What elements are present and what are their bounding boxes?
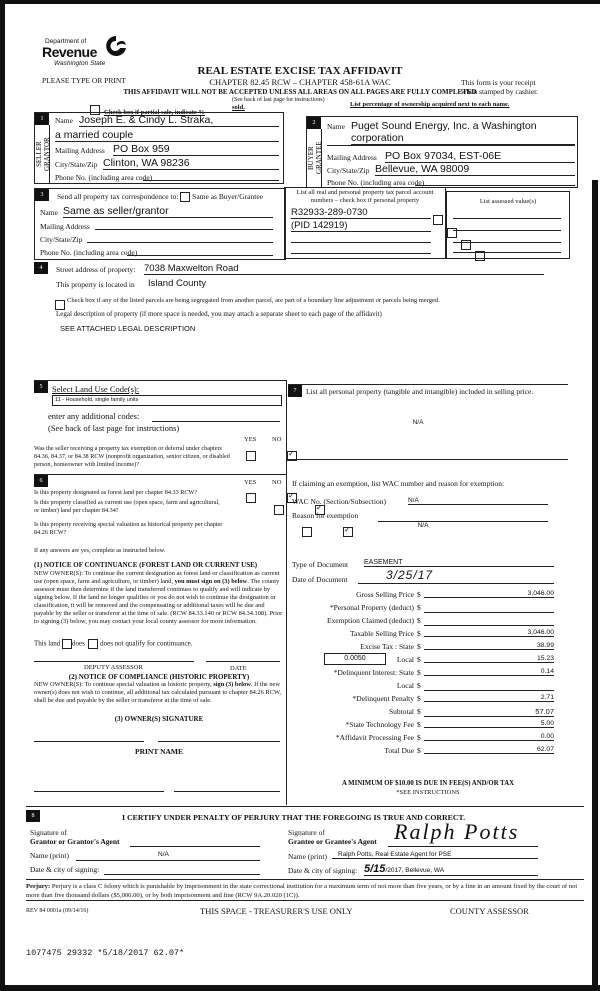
notice-compliance-body: NEW OWNER(S): To continue special valuation as historic property, sign (3) below. If the new owner(s) does not wish to continue, all additional tax calculated pursuant to chapter 84.26 RCW, shall be due and payable by the seller or transferor at the time of sale.	[34, 681, 281, 704]
county-assessor-label: COUNTY ASSESSOR	[450, 906, 529, 916]
print-name-field-1[interactable]	[34, 791, 164, 792]
fee-row-technology-fee: *State Technology Fee $ 5.00	[345, 720, 554, 729]
document-type-field[interactable]: EASEMENT	[364, 559, 554, 567]
deputy-assessor-label: DEPUTY ASSESSOR	[84, 664, 143, 671]
grantor-signature-of: Signature of	[30, 828, 67, 837]
notice-compliance-title: (2) NOTICE OF COMPLIANCE (HISTORIC PROPERTY)	[68, 673, 250, 681]
grantee-signature-of: Signature of	[288, 828, 325, 837]
print-name-label: PRINT NAME	[135, 747, 183, 756]
exemption-label: If claiming an exemption, list WAC number and reason for exemption:	[292, 479, 505, 488]
fee-row-exemption: Exemption Claimed (deduct) $	[288, 616, 568, 628]
section-8-signatures	[26, 806, 584, 880]
fee-row-total-due: Total Due $ 62.07	[384, 746, 554, 755]
deputy-date-label: DATE	[230, 665, 247, 672]
document-date-value: 3/25/17	[386, 568, 434, 582]
reason-field[interactable]	[378, 511, 548, 522]
seller-phone-label: Phone No. (including area code)	[55, 173, 153, 182]
legal-description-label: Legal description of property (if more space is needed, you may attach a separate sheet to each page of the affidavit)	[56, 310, 382, 318]
form-title: REAL ESTATE EXCISE TAX AFFIDAVIT	[197, 65, 403, 77]
additional-codes-label: enter any additional codes:	[48, 411, 140, 421]
assessed-header: List assessed value(s)	[479, 198, 537, 205]
receipt-note-1: This form is your receipt	[461, 78, 536, 87]
reason-value: N/A	[417, 522, 429, 529]
corr-mailing-field[interactable]	[95, 220, 273, 230]
grantee-label: GRANTEE	[315, 141, 323, 175]
minimum-due-note: A MINIMUM OF $10.00 IS DUE IN FEE(S) AND/OR TAX	[341, 780, 515, 787]
fee-row-delinquent-interest-local: Local $	[288, 681, 568, 693]
seller-name-field[interactable]: Joseph E. & Cindy L. Straka,	[79, 114, 279, 127]
parcel-number-2[interactable]: (PID 142919)	[291, 220, 431, 232]
delinquent-interest-state-field[interactable]: 0.14	[424, 668, 554, 676]
buyer-city-field[interactable]: Bellevue, WA 98009	[375, 163, 575, 176]
grantor-agent-label: Grantor or Grantor's Agent	[30, 837, 120, 846]
forest-land-question: Is this property designated as forest land per chapter 84.33 RCW?	[34, 489, 198, 496]
buyer-name-line2-field[interactable]	[327, 145, 575, 146]
scan-edge-top	[0, 0, 600, 4]
wave-logo-icon	[104, 34, 128, 58]
logo-state-text: Washington State	[54, 60, 106, 67]
if-yes-instruction: If any answers are yes, complete as instructed below.	[34, 547, 166, 554]
scan-edge-left	[0, 0, 5, 991]
section-3-correspondence	[34, 188, 286, 260]
corr-city-field[interactable]	[87, 233, 273, 243]
grantor-name-print-label: Name (print)	[30, 851, 69, 860]
exemption-claimed-field[interactable]	[424, 616, 554, 626]
section-4-number: 4	[34, 262, 48, 274]
grantee-name-field[interactable]: Ralph Potts, Real Estate Agent for PSE	[332, 851, 538, 859]
seller-side-label	[35, 125, 50, 183]
cashier-stamp: 1077475 29332 *5/18/2017 62.07*	[26, 948, 185, 958]
parcel-number-4[interactable]	[291, 244, 431, 254]
current-use-yes-checkbox[interactable]	[274, 505, 284, 515]
section-2-buyer	[306, 116, 578, 188]
personal-property-label: List all personal property (tangible and intangible) included in selling price.	[306, 387, 534, 396]
continuance-row: This land does does not qualify for continuance.	[34, 639, 193, 648]
parcel-number-3[interactable]	[291, 233, 431, 243]
receipt-note-2: when stamped by cashier.	[461, 87, 539, 96]
grantor-name-field[interactable]: N/A	[76, 851, 260, 861]
technology-fee-field[interactable]: 5.00	[424, 720, 554, 728]
wac-field[interactable]: N/A	[408, 497, 548, 505]
form-chapter: CHAPTER 82.45 RCW – CHAPTER 458-61A WAC	[209, 77, 391, 87]
parcel-list	[284, 187, 446, 259]
additional-codes-field[interactable]	[152, 411, 280, 422]
buyer-label: BUYER	[307, 146, 315, 170]
reason-label: Reason for exemption	[292, 511, 359, 520]
no-header: NO	[272, 436, 282, 443]
corr-phone-label: Phone No. (including area code)	[40, 248, 138, 257]
wac-label: WAC No. (Section/Subsection)	[292, 497, 386, 506]
print-name-field-2[interactable]	[174, 791, 280, 792]
section-1-number: 1	[35, 113, 49, 125]
exemption-yes-checkbox[interactable]	[246, 451, 256, 461]
fee-row-excise-local: 0.0050 Local $ 15.23	[288, 655, 568, 667]
buyer-city-label: City/State/Zip	[327, 166, 370, 175]
treasurer-use-label: THIS SPACE - TREASURER'S USE ONLY	[200, 906, 353, 916]
excise-tax-local-field[interactable]: 15.23	[424, 655, 554, 663]
excise-tax-state-field[interactable]: 38.99	[424, 642, 554, 650]
section-5-number: 5	[34, 381, 48, 393]
seller-mailing-label: Mailing Address	[55, 146, 105, 155]
yes-header: YES	[244, 436, 257, 443]
segregated-parcels-checkbox[interactable]	[55, 300, 65, 310]
local-rate-field[interactable]: 0.0050	[324, 653, 386, 665]
assessed-value-1[interactable]	[453, 218, 561, 219]
fee-row-processing-fee: *Affidavit Processing Fee $ 0.00	[335, 733, 554, 742]
form-revision: REV 84 0001a (09/14/16)	[26, 908, 89, 914]
owner-signature-label: (3) OWNER(S) SIGNATURE	[114, 715, 204, 723]
forest-yes-checkbox[interactable]	[246, 493, 256, 503]
parcel-number-1[interactable]: R32933-289-0730	[291, 207, 431, 219]
grantor-label: GRANTOR	[43, 137, 51, 171]
corr-name-label: Name	[40, 208, 58, 217]
gross-selling-price-field[interactable]: 3,046.00	[424, 590, 554, 598]
delinquent-penalty-field[interactable]: 2.71	[424, 694, 554, 702]
legal-description-field[interactable]: SEE ATTACHED LEGAL DESCRIPTION	[60, 324, 196, 333]
located-in-label: This property is located in	[56, 280, 135, 289]
grantee-date-city-field[interactable]: 5/15/2017, Bellevue, WA	[364, 863, 538, 876]
section-5-land-use	[34, 380, 287, 475]
grantee-agent-label: Grantee or Grantee's Agent	[288, 837, 377, 846]
exemption-question: Was the seller receiving a property tax exemption or deferral under chapters 84.36, 84.37, or 84.38 RCW (nonprofit organization, senior citizen, or disabled person, homeowner with limited income)?	[34, 445, 230, 468]
fee-row-gross: Gross Selling Price $ 3,046.00	[356, 590, 554, 599]
grantor-signature-field[interactable]	[130, 837, 260, 847]
buyer-side-label	[307, 129, 322, 187]
buyer-mailing-field[interactable]: PO Box 97034, EST-06E	[385, 150, 575, 163]
section-7-personal-property	[288, 384, 568, 805]
section-7-number: 7	[288, 385, 302, 397]
grantee-signature-field[interactable]	[388, 819, 538, 847]
section-3-number: 3	[35, 189, 49, 201]
personal-property-field[interactable]: N/A	[412, 419, 424, 426]
dor-logo	[40, 38, 130, 72]
section-1-seller	[34, 112, 284, 184]
document-type-label: Type of Document	[292, 560, 349, 569]
seller-city-label: City/State/Zip	[55, 160, 98, 169]
section-7-divider	[288, 459, 568, 460]
corr-city-label: City/State/Zip	[40, 235, 83, 244]
seller-mailing-field[interactable]: PO Box 959	[113, 143, 279, 156]
street-address-label: Street address of property:	[56, 265, 136, 274]
buyer-name-field[interactable]: Puget Sound Energy, Inc. a Washington corporation	[351, 120, 575, 145]
buyer-mailing-label: Mailing Address	[327, 153, 377, 162]
seller-name-line2-field[interactable]: a married couple	[55, 129, 279, 142]
logo-name-text: Revenue	[42, 44, 97, 60]
fee-row-taxable: Taxable Selling Price $ 3,046.00	[349, 629, 554, 638]
owner-signature-field-2[interactable]	[158, 741, 280, 742]
grantee-date-city-label: Date & city of signing:	[288, 866, 358, 875]
buyer-phone-label: Phone No. (including area code)	[327, 178, 425, 187]
total-due-field[interactable]: 62.07	[424, 746, 554, 754]
owner-signature-field-1[interactable]	[34, 741, 144, 742]
send-correspondence-label: Send all property tax correspondence to:	[57, 192, 179, 201]
does-qualify-checkbox[interactable]	[62, 639, 72, 649]
land-use-select[interactable]: 11 - Household, single family units	[52, 395, 282, 406]
partial-sale-label: Check box if partial sale, indicate %	[104, 109, 205, 116]
please-type-text: PLEASE TYPE OR PRINT	[42, 76, 126, 85]
document-date-label: Date of Document	[292, 575, 348, 584]
scan-edge-bottom	[0, 985, 600, 991]
processing-fee-field[interactable]: 0.00	[424, 733, 554, 741]
fee-row-subtotal: Subtotal $ 57.07	[388, 707, 554, 716]
notice-continuance-body: NEW OWNER(S): To continue the current designation as forest land or classification as current use (open space, farm and agriculture, or timber) land, you must sign on (3) below. The county assessor must then determine if the land transferred continues to qualify and will indicate by signing below. If the land no longer qualifies or you do not wish to continue the designation or classification, it will be removed and the compensating or additional taxes will be due and payable by the seller or transferor at the time of sale. (RCW 84.33.140 or RCW 84.34.108). Prior to signing (3) below, you may contact your local county assessor for more information.	[34, 570, 283, 625]
corr-phone-field[interactable]	[127, 246, 273, 256]
fee-row-delinquent-interest-state: *Delinquent Interest: State $ 0.14	[333, 668, 554, 677]
seller-phone-field[interactable]	[143, 171, 279, 181]
historic-question: Is this property receiving special valuation as historical property per chapter 84.26 RCW?	[34, 521, 223, 536]
does-not-qualify-checkbox[interactable]	[88, 639, 98, 649]
assessed-value-2[interactable]	[453, 230, 561, 231]
grantor-date-city-field[interactable]	[104, 865, 260, 875]
yes-header-6: YES	[244, 479, 257, 486]
deputy-assessor-signature[interactable]	[34, 661, 194, 662]
notice-continuance-title: (1) NOTICE OF CONTINUANCE (FOREST LAND OR CURRENT USE)	[34, 561, 258, 569]
corr-name-field[interactable]: Same as seller/grantor	[63, 205, 273, 218]
see-back-instructions: (See back of last page for instructions)	[48, 423, 180, 433]
section-8-number: 8	[26, 810, 40, 822]
subtotal-field[interactable]: 57.07	[424, 707, 554, 717]
fee-row-personal-property: *Personal Property (deduct) $	[288, 603, 568, 615]
ownership-note: List percentage of ownership acquired next to each name.	[350, 101, 510, 108]
same-as-buyer-label: Same as Buyer/Grantee	[192, 192, 263, 201]
personal-property-checkbox-1[interactable]	[433, 215, 443, 225]
perjury-certification: I CERTIFY UNDER PENALTY OF PERJURY THAT THE FOREGOING IS TRUE AND CORRECT.	[122, 813, 466, 822]
grantor-date-city-label: Date & city of signing:	[30, 865, 100, 874]
segregated-parcels-label: Check box if any of the listed parcels are being segregated from another parcel, are part of a boundary line adjustment or parcels being merged.	[67, 297, 440, 304]
seller-name-label: Name	[55, 116, 73, 125]
form-warning: THIS AFFIDAVIT WILL NOT BE ACCEPTED UNLESS ALL AREAS ON ALL PAGES ARE FULLY COMPLETED	[123, 88, 477, 96]
grantee-handwritten-signature: Ralph Potts	[394, 819, 520, 844]
parcel-header: List all real and personal property tax parcel account numbers – check box if personal property	[296, 189, 434, 204]
fee-row-excise-state: Excise Tax : State $ 38.99	[360, 642, 554, 651]
seller-label: SELLER	[35, 141, 43, 167]
no-header-6: NO	[272, 479, 282, 486]
fee-row-delinquent-penalty: *Delinquent Penalty $ 2.71	[352, 694, 554, 703]
scan-edge-right	[592, 180, 598, 991]
personal-property-deduct-field[interactable]	[424, 603, 554, 613]
same-as-buyer-checkbox[interactable]	[180, 192, 190, 202]
perjury-notice: Perjury: Perjury is a class C felony which is punishable by imprisonment in the state correctional institution for a maximum term of not more than five years, or by a fine in an amount fixed by the court of not more than five thousand dollars ($5,000.00), or by both imprisonment and fine (RCW 9A.20.020 (1C)).	[26, 882, 584, 901]
buyer-name-label: Name	[327, 122, 345, 131]
correspondence-row	[57, 192, 263, 202]
grantee-name-print-label: Name (print)	[288, 852, 327, 861]
deputy-assessor-date[interactable]	[206, 661, 280, 662]
see-instructions-note: *SEE INSTRUCTIONS	[396, 789, 460, 796]
corr-mailing-label: Mailing Address	[40, 222, 90, 231]
assessed-values	[446, 191, 570, 259]
section-6-number: 6	[34, 475, 48, 487]
assessed-value-3[interactable]	[453, 242, 561, 243]
street-address-field[interactable]: 7038 Maxwelton Road	[144, 263, 544, 275]
document-date-field[interactable]	[358, 568, 554, 584]
land-use-label: Select Land Use Code(s):	[52, 384, 140, 394]
sold-label: sold.	[232, 104, 245, 111]
current-use-question: Is this property classified as current use (open space, farm and agricultural, or timber) land per chapter 84.34?	[34, 499, 220, 514]
see-back-text: (See back of last page for instructions)	[232, 97, 325, 103]
county-field[interactable]: Island County	[148, 278, 207, 289]
assessed-value-4[interactable]	[453, 252, 561, 253]
buyer-phone-field[interactable]	[415, 176, 575, 186]
section-2-number: 2	[307, 117, 321, 129]
delinquent-interest-local-field[interactable]	[424, 681, 554, 691]
section-6-designations	[34, 474, 287, 805]
seller-city-field[interactable]: Clinton, WA 98236	[103, 157, 279, 170]
logo-dept-text: Department of	[45, 38, 87, 45]
taxable-selling-price-field[interactable]: 3,046.00	[424, 629, 554, 637]
